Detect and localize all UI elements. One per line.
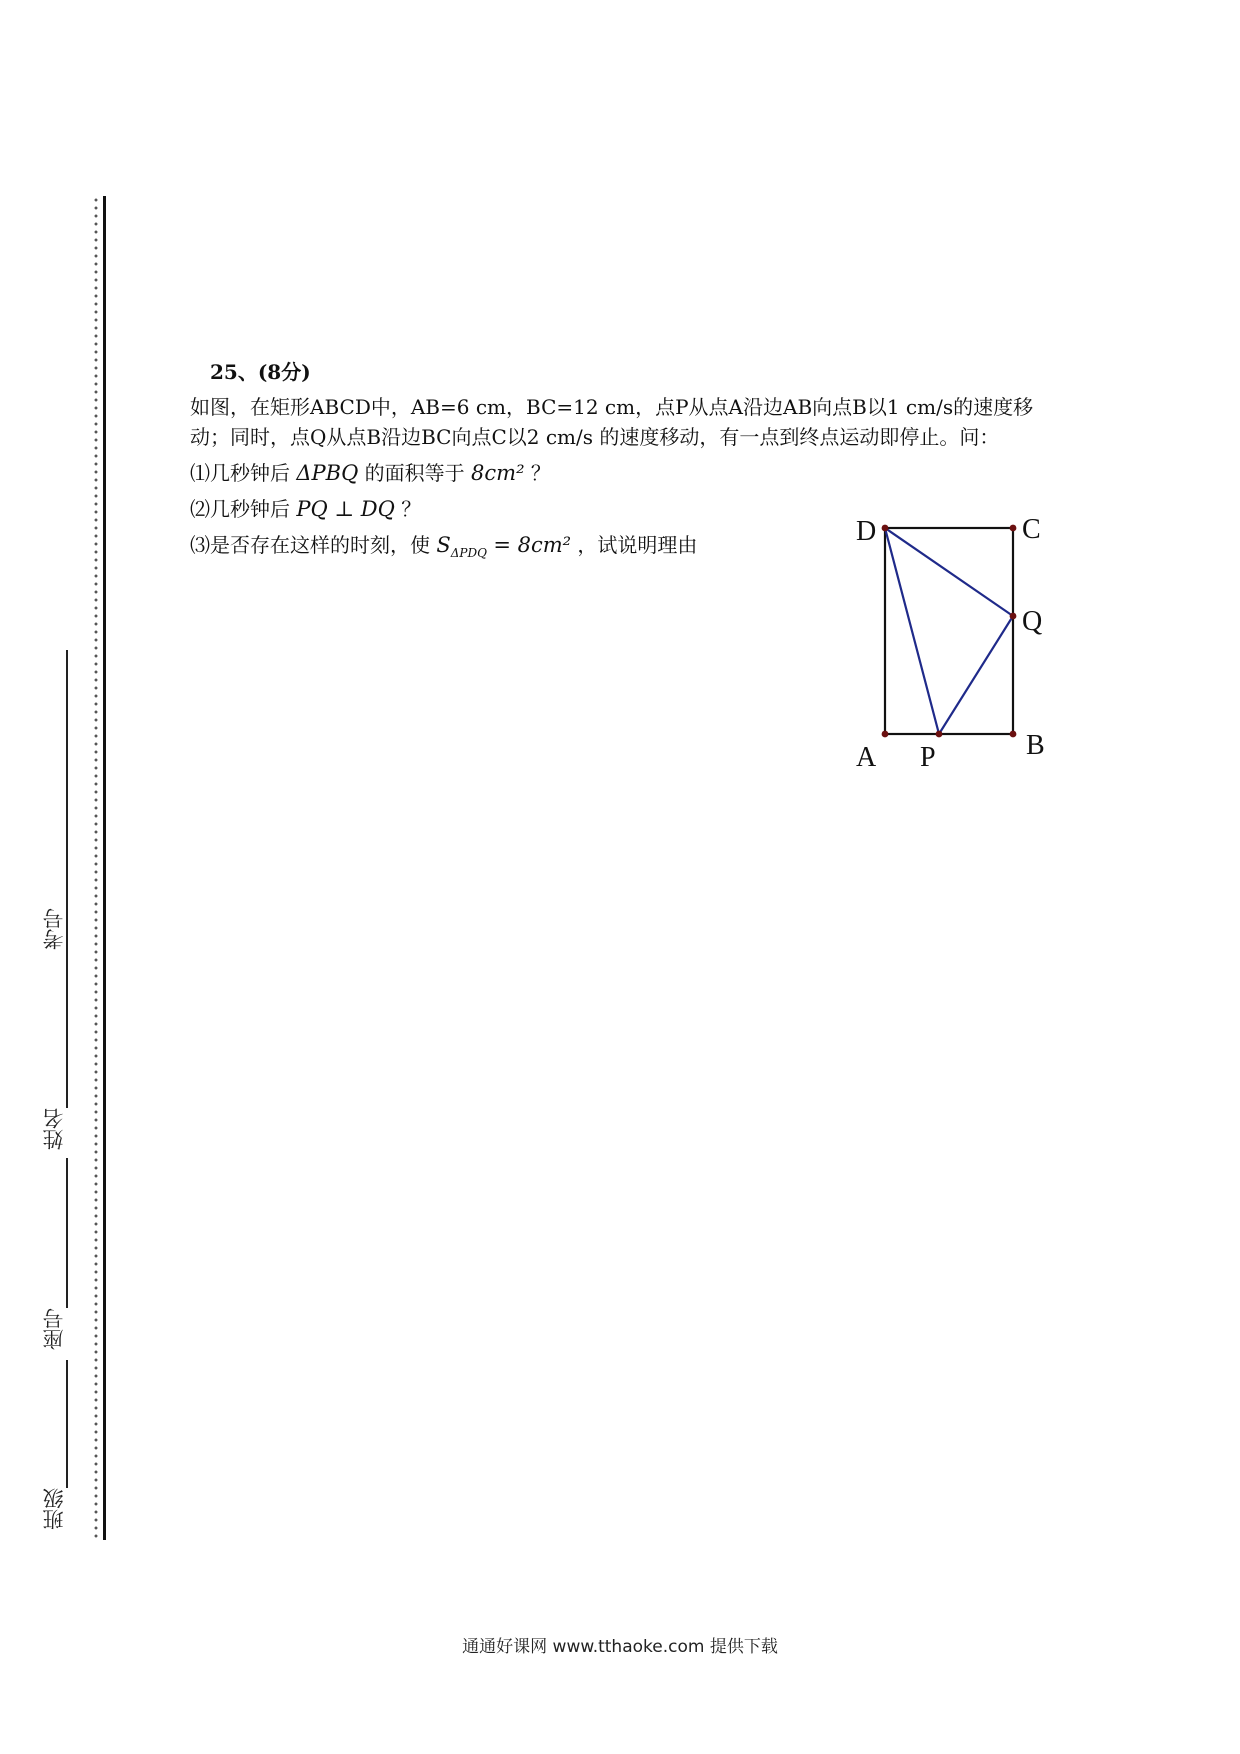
point-q xyxy=(1010,613,1017,620)
point-a xyxy=(882,731,889,738)
sub-question-1-prefix: ⑴几秒钟后 xyxy=(190,461,290,485)
question-statement: 如图，在矩形ABCD中，AB=6 cm，BC=12 cm，点P从点A沿边AB向点B以1 cm/s的速度移动；同时，点Q从点B沿边BC向点C以2 cm/s 的速度移动，有一点到终点运动即停止。问： xyxy=(190,395,1034,449)
label-p: P xyxy=(920,742,936,773)
seat-number-label: 座号 xyxy=(42,1308,66,1350)
sub-question-1-area: 8cm² xyxy=(471,461,525,485)
label-b: B xyxy=(1026,730,1045,761)
sub-question-3-value: = 8cm² xyxy=(493,533,572,557)
sub-question-2-condition: PQ ⊥ DQ xyxy=(296,497,395,521)
label-q: Q xyxy=(1022,606,1043,637)
footer-source: 通通好课网 www.tthaoke.com 提供下载 xyxy=(462,1637,778,1657)
sub-question-2-prefix: ⑵几秒钟后 xyxy=(190,497,290,521)
sub-question-3-prefix: ⑶是否存在这样的时刻，使 xyxy=(190,533,430,557)
point-p xyxy=(936,731,943,738)
name-label: 姓名 xyxy=(42,1108,66,1150)
sub-question-3-end: ，试说明理由 xyxy=(577,533,698,557)
label-c: C xyxy=(1022,514,1041,545)
sub-question-2-end: ？ xyxy=(401,497,422,521)
binding-dotted-line xyxy=(92,196,100,1540)
label-a: A xyxy=(856,742,877,773)
rectangle-figure xyxy=(850,512,1070,782)
sub-question-3-area-symbol: S xyxy=(436,533,451,557)
seat-number-field xyxy=(34,1158,74,1350)
seat-number-blank xyxy=(66,1158,68,1308)
point-b xyxy=(1010,731,1017,738)
name-field xyxy=(34,908,74,1150)
binding-solid-line xyxy=(103,196,106,1540)
question-title: 25、(8分) xyxy=(210,360,311,384)
class-field xyxy=(34,1360,74,1530)
point-c xyxy=(1010,525,1017,532)
rectangle-abcd xyxy=(885,528,1013,734)
name-blank xyxy=(66,908,68,1108)
exam-number-field xyxy=(34,650,74,950)
exam-number-blank xyxy=(66,650,68,908)
sub-question-3-subscript: ΔPDQ xyxy=(450,546,487,560)
exam-number-label: 考号 xyxy=(42,908,66,950)
point-d xyxy=(882,525,889,532)
class-blank xyxy=(66,1360,68,1488)
class-label: 班级 xyxy=(42,1488,66,1530)
sub-question-1 xyxy=(190,458,1070,488)
sub-question-1-end: ？ xyxy=(530,461,551,485)
sub-question-1-triangle: ΔPBQ xyxy=(296,461,359,485)
label-d: D xyxy=(856,516,877,547)
triangle-dpq xyxy=(885,528,1013,734)
sub-question-1-mid: 的面积等于 xyxy=(364,461,465,485)
